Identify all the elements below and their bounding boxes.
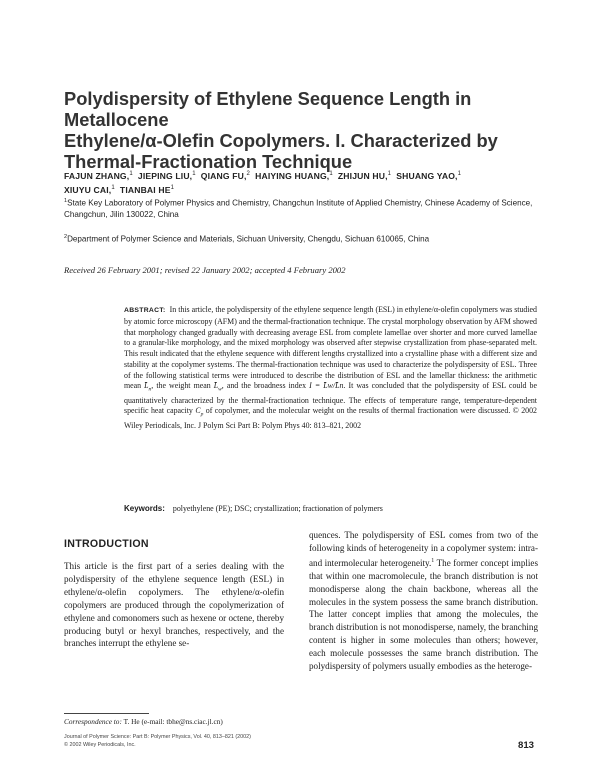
author-line-1	[64, 168, 544, 182]
title-line-2: Ethylene/α-Olefin Copolymers. I. Characterized by	[64, 130, 498, 151]
author: XIUYU CAI,$^1$	[64, 185, 115, 196]
math-mean-n: $L̄_n$	[144, 381, 152, 393]
author: SHUANG YAO,$^1$	[396, 170, 462, 181]
intro-left-column: This article is the first part of a series dealing with the polydispersity of the ethylene sequence length (ESL) in ethylene/α-olefin copolymers. The ethylene/α-olefin copolymers are produced through the copolymerization of ethylene and comonomers such as hexene or octene, thereby producing butyl or hexyl branches, respectively, and the branches interrupt the ethylene se-	[64, 561, 284, 649]
math-heat-capacity: $C_p$	[195, 406, 204, 418]
keywords-text: polyethylene (PE); DSC; crystallization; fractionation of polymers	[172, 504, 383, 513]
author: TIANBAI $HE^1$	[119, 185, 175, 196]
author-line-2	[64, 182, 544, 196]
author: QIANG FU,$^2$	[200, 170, 251, 181]
author: JIEPING LIU,$^1$	[137, 170, 196, 181]
publication-dates: Received 26 February 2001; revised 22 January 2002; accepted 4 February 2002	[64, 265, 346, 275]
author-list	[64, 168, 544, 197]
correspondence-footnote: Correspondence to: T. He (e-mail: tbhe@ns.ciac.jl.cn)	[64, 717, 223, 726]
author: FAJUN ZHANG,$^1$	[64, 170, 133, 181]
keywords-label: Keywords:	[124, 504, 165, 513]
math-broadness-index: I = L̄w/L̄n	[309, 381, 344, 391]
author: ZHIJUN HU,$^1$	[337, 170, 392, 181]
keywords	[124, 504, 537, 513]
footnote-divider	[64, 713, 149, 714]
title-line-1: Polydispersity of Ethylene Sequence Length in Metallocene	[64, 88, 472, 130]
paper-title	[64, 88, 544, 172]
affiliation-1: $^1$State Key Laboratory of Polymer Physics and Chemistry, Changchun Institute of Applied Chemistry, Chinese Academy of Science, Changchun, Jilin 130022, China	[64, 198, 533, 219]
page-number: 813	[518, 740, 535, 751]
journal-citation: Journal of Polymer Science: Part B: Polymer Physics, Vol. 40, 813–821 (2002) © 2002 Wiley Periodicals, Inc.	[64, 734, 251, 748]
abstract-label: ABSTRACT:	[124, 307, 166, 314]
citation-ref: 1	[431, 557, 435, 564]
author: HAIYING HUANG,$^1$	[255, 170, 333, 181]
intro-right-column: quences. The polydispersity of ESL comes from two of the following kinds of heterogeneity in a copolymer system: intra- and intermolecular heterogeneity.$^1$ The former concept implies that within one macromolecule, the branch distribution is not monodisperse along the chain backbone, whereas all the molecules in the system possess the same branch distribution. The latter concept implies that among the molecules, the branch distribution is not monodisperse, namely, the branching content is higher in some molecules than others; however, each molecule possesses the same branch distribution. The polydispersity of polymers usually embodies as the heteroge-	[309, 530, 539, 672]
section-heading-introduction: INTRODUCTION	[64, 538, 149, 550]
affiliation-2: $^2$Department of Polymer Science and Materials, Sichuan University, Chengdu, Sichuan 610065, China	[64, 234, 430, 244]
title-line-3: Thermal-Fractionation Technique	[64, 151, 353, 172]
abstract: ABSTRACT: In this article, the polydispersity of the ethylene sequence length (ESL) in ethylene/α-olefin copolymers was studied by atomic force microscopy (AFM) and the thermal-fractionation technique. The crystal morphology observation by AFM showed that morphology changed gradually with decreasing average ESL from complete lamellae over shorter and more curved lamellae to a granular-like morphology, and the mixed morphology was observed after stepwise crystallization from phase-separated melt. This result indicated that the ethylene sequence with different lengths crystallized into a crystalline phase with a different size and stability at the copolymer systems. The thermal-fractionation technique was used to characterize the polydispersity of ESL. Three of the following statistical terms were introduced to describe the distribution of ESL and the lamellar thickness: the arithmetic mean $L̄_n$, the weight mean $L̄_w$, and the broadness index I = L̄w/L̄n. It was concluded that the polydispersity of ESL could be quantitatively characterized by the thermal-fractionation technique. The effects of temperature range, temperature-dependent specific heat capacity $C_p$ of copolymer, and the molecular weight on the results of thermal fractionation were discussed. © 2002 Wiley Periodicals, Inc. J Polym Sci Part B: Polym Phys 40: 813–821, 2002	[124, 305, 537, 430]
math-mean-w: $L̄_w$	[213, 381, 222, 393]
